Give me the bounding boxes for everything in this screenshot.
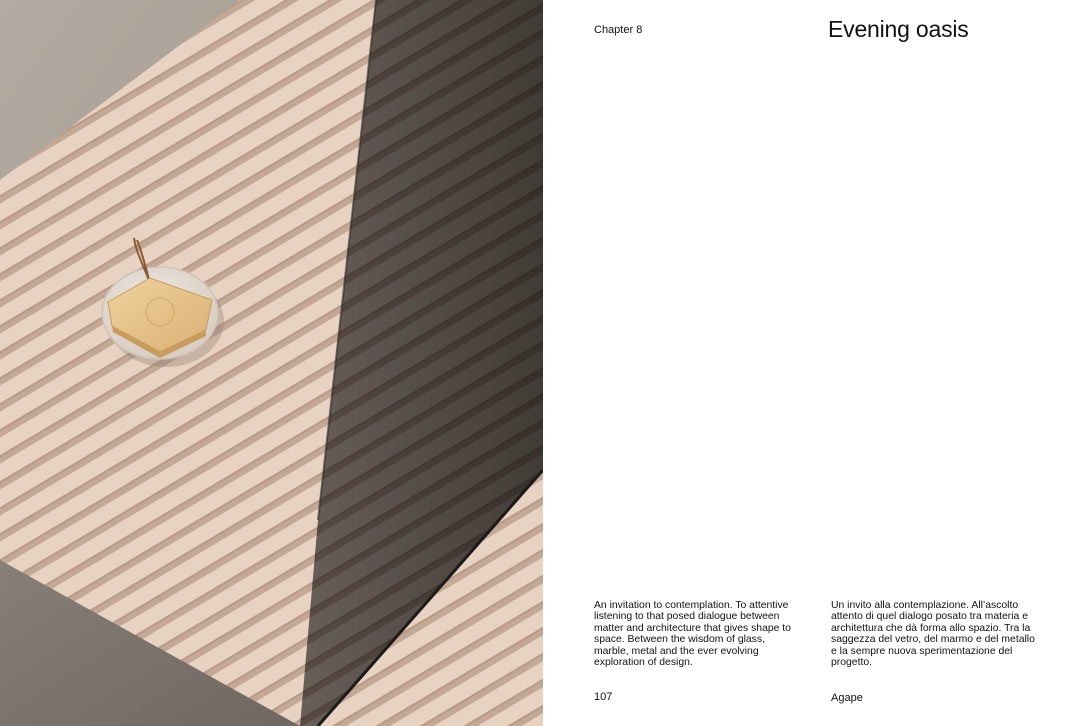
text-page (543, 0, 1085, 726)
page-title: Evening oasis (828, 16, 969, 42)
body-text-italian: Un invito alla contemplazione. All’ascolto attento di quel dialogo posato tra materia e architettura che dà forma allo spazio. Tra la saggezza del vetro, del marmo e del metallo e la sempre nuova sperimentazione del progetto. (831, 600, 1035, 669)
publisher-name: Agape (831, 692, 863, 704)
page-number: 107 (594, 691, 613, 703)
chapter-label: Chapter 8 (594, 24, 643, 36)
body-text-english: An invitation to contemplation. To attentive listening to that posed dialogue between matter and architecture that gives shape to space. Between the wisdom of glass, marble, metal and the ever evolving exploration of design. (594, 600, 791, 669)
